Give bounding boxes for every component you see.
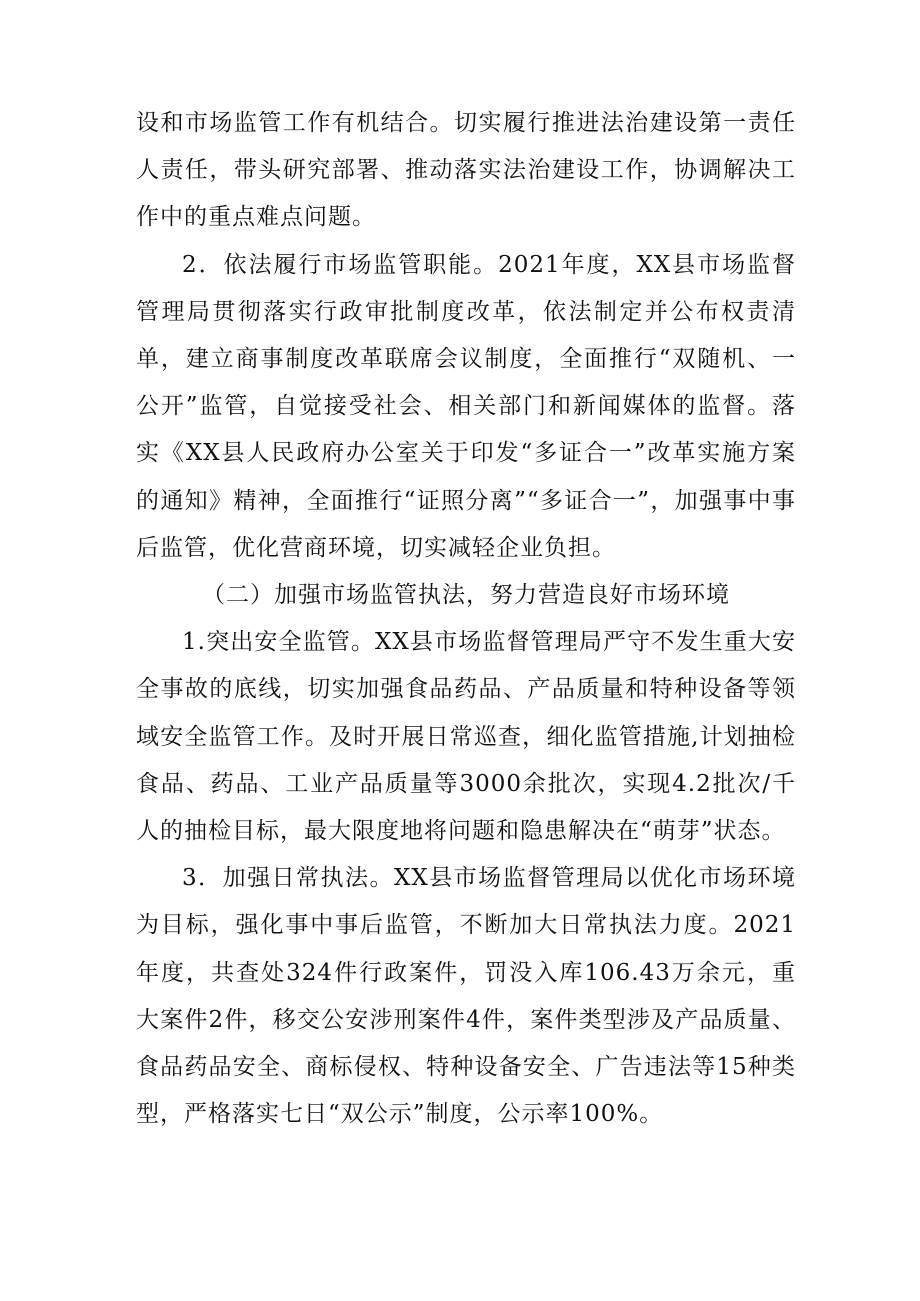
- paragraph-safety-supervision: 1.突出安全监管。XX县市场监督管理局严守不发生重大安全事故的底线，切实加强食品药品、产品质量和特种设备等领域安全监管工作。及时开展日常巡查，细化监管措施,计划抽检食品、药品、工业产品质量等3000余批次，实现4.2批次/千人的抽检目标，最大限度地将问题和隐患解决在“萌芽”状态。: [136, 629, 796, 845]
- paragraph-daily-enforcement: 3．加强日常执法。XX县市场监督管理局以优化市场环境为目标，强化事中事后监管，不断加大日常执法力度。2021年度，共查处324件行政案件，罚没入库106.43万余元，重大案件2件，移交公安涉刑案件4件，案件类型涉及产品质量、食品药品安全、商标侵权、特种设备安全、广告违法等15种类型，严格落实七日“双公示”制度，公示率100%。: [136, 865, 796, 1128]
- document-body: [136, 100, 796, 1138]
- paragraph-market-supervision-duties: 2．依法履行市场监管职能。2021年度，XX县市场监督管理局贯彻落实行政审批制度改革，依法制定并公布权责清单，建立商事制度改革联席会议制度，全面推行“双随机、一公开”监管，自觉接受社会、相关部门和新闻媒体的监督。落实《XX县人民政府办公室关于印发“多证合一”改革实施方案的通知》精神，全面推行“证照分离”“多证合一”，加强事中事后监管，优化营商环境，切实减轻企业负担。: [136, 251, 796, 561]
- section-heading: （二）加强市场监管执法，努力营造良好市场环境: [202, 582, 730, 609]
- paragraph-continuation: 设和市场监管工作有机结合。切实履行推进法治建设第一责任人责任，带头研究部署、推动落实法治建设工作，协调解决工作中的重点难点问题。: [136, 110, 796, 231]
